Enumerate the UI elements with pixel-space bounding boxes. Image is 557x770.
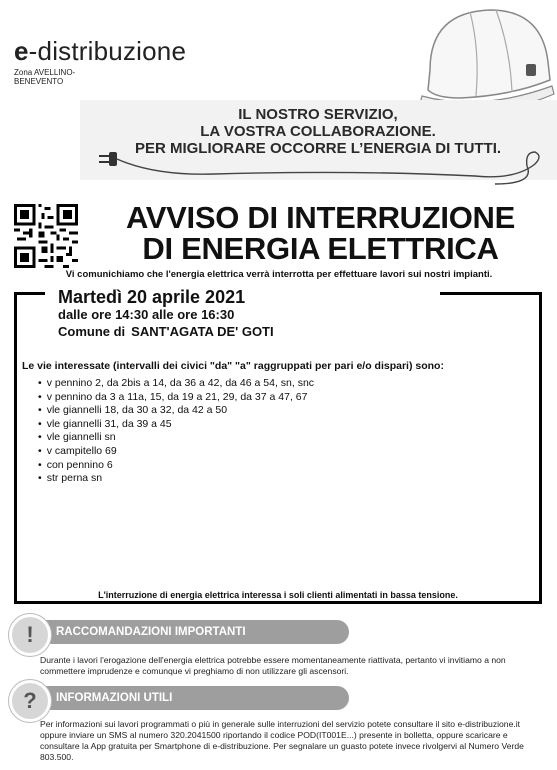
notice-title-line: DI ENERGIA ELETTRICA (142, 231, 499, 266)
list-item: • str perna sn (38, 472, 314, 486)
list-item: • con pennino 6 (38, 459, 314, 473)
brand-logo-text: -distribuzione (28, 36, 187, 66)
intro-text: Vi comunichiamo che l'energia elettrica verrà interrotta per effettuare lavori sui nostri impianti. (65, 269, 493, 280)
useful-info-heading: INFORMAZIONI UTILI (14, 686, 349, 710)
list-item: • v pennino 2, da 2bis a 14, da 36 a 42, da 46 a 54, sn, snc (38, 377, 314, 391)
notice-title (84, 202, 557, 264)
interruption-time: dalle ore 14:30 alle ore 16:30 (58, 307, 235, 322)
plug-cable-icon (95, 140, 555, 190)
streets-list (38, 377, 314, 486)
low-voltage-note: L'interruzione di energia elettrica interessa i soli clienti alimentati in bassa tensione. (98, 590, 458, 600)
slogan-line: PER MIGLIORARE OCCORRE L’ENERGIA DI TUTTI. (134, 140, 502, 157)
interruption-date: Martedì 20 aprile 2021 (58, 287, 246, 307)
notice-title-line: AVVISO DI INTERRUZIONE (126, 200, 515, 235)
question-icon: ? (9, 680, 51, 722)
useful-info-text: Per informazioni sui lavori programmati o più in generale sulle interruzioni del servizio potete consultare il sito e-distribuzione.it oppure inviare un SMS al numero 320.2041500 riportando il codice POD(IT001E...) presente in bolletta, oppure scaricare e consultare la App gratuita per Smartphone di e-distribuzione. Per segnalare un guasto potete invece rivolgervi al Numero Verde 803.500. (40, 719, 524, 762)
brand-logo-prefix: e (14, 36, 29, 66)
recommendations-heading: RACCOMANDAZIONI IMPORTANTI (14, 620, 349, 644)
list-item: • vle giannelli sn (38, 431, 314, 445)
qr-code-icon (14, 204, 78, 268)
exclamation-icon: ! (9, 614, 51, 656)
recommendations-text: Durante i lavori l'erogazione dell'energia elettrica potrebbe essere momentaneamente riattivata, pertanto vi invitiamo a non commettere imprudenze e comunque vi preghiamo di non utilizzare gli ascensori. (40, 655, 506, 676)
brand-logo (14, 36, 186, 67)
comune (58, 324, 274, 339)
streets-heading: Le vie interessate (intervalli dei civici "da" "a" raggruppati per pari e/o dispari) sono: (22, 360, 444, 372)
list-item: • v campitello 69 (38, 445, 314, 459)
comune-label: Comune di (58, 324, 126, 339)
list-item: • v pennino da 3 a 11a, 15, da 19 a 21, 29, da 37 a 47, 67 (38, 391, 314, 405)
comune-value: SANT'AGATA DE' GOTI (131, 324, 274, 339)
slogan-line: IL NOSTRO SERVIZIO, (238, 106, 398, 123)
zone-label: Zona AVELLINO-BENEVENTO (14, 68, 76, 86)
list-item: • vle giannelli 18, da 30 a 32, da 42 a 50 (38, 404, 314, 418)
list-item: • vle giannelli 31, da 39 a 45 (38, 418, 314, 432)
slogan-line: LA VOSTRA COLLABORAZIONE. (200, 123, 436, 140)
